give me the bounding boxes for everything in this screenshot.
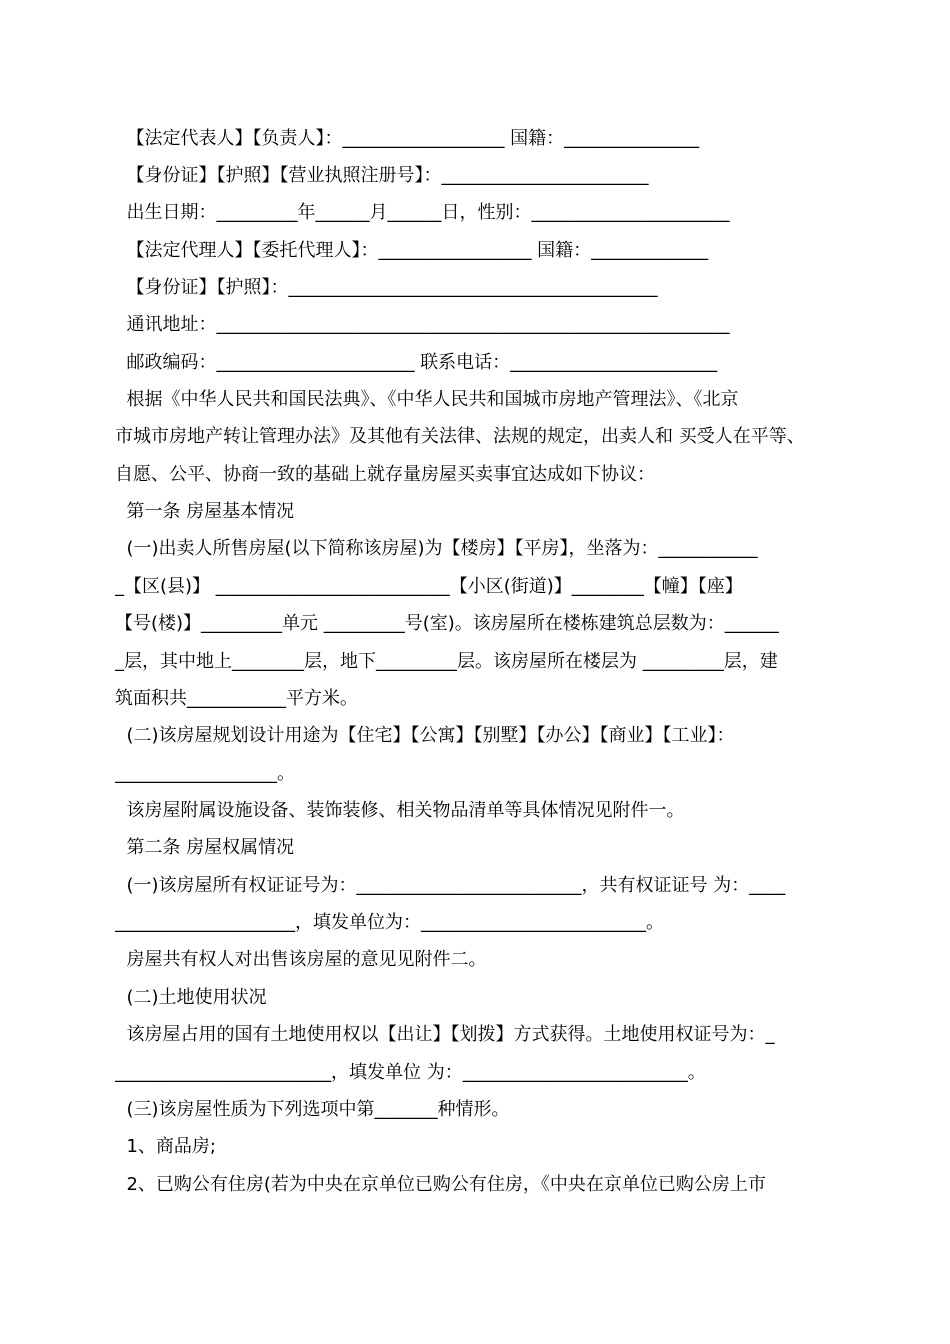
article-2-heading: 第二条 房屋权属情况: [115, 837, 295, 858]
option-2-line: 2、已购公有住房(若为中央在京单位已购公有住房，《中央在京单位已购公房上市: [115, 1174, 766, 1195]
legal-agent-line: 【法定代理人】【委托代理人】：_________________ 国籍：_____________: [115, 240, 709, 261]
article-1-para-2-line-2: __________________。: [115, 763, 295, 784]
postcode-phone-line: 邮政编码：______________________ 联系电话：_______________________: [115, 352, 718, 373]
co-owner-note: 房屋共有权人对出售该房屋的意见见附件二。: [115, 949, 487, 970]
address-line: 通讯地址：_________________________________________________________: [115, 314, 730, 335]
article-1-para-1-line-2: _【区(县)】 __________________________【小区(街道)】________【幢】【座】: [115, 576, 743, 597]
ownership-certificate-line-2: ____________________，填发单位为：_________________________。: [115, 912, 664, 933]
land-use-line-2: ________________________，填发单位 为：_________________________。: [115, 1062, 706, 1083]
article-1-para-1-line-3: 【号(楼)】_________单元 _________号(室)。该房屋所在楼栋建筑总层数为：______: [115, 613, 779, 634]
legal-representative-line: 【法定代表人】【负责人】：__________________ 国籍：_______________: [115, 128, 700, 149]
preamble-line-2: 市城市房地产转让管理办法》及其他有关法律、法规的规定，出卖人和 买受人在平等、: [115, 426, 805, 447]
land-use-heading: (二)土地使用状况: [115, 987, 267, 1008]
article-1-para-1-line-1: (一)出卖人所售房屋(以下简称该房屋)为【楼房】【平房】，坐落为：___________: [115, 538, 758, 559]
article-1-heading: 第一条 房屋基本情况: [115, 501, 295, 522]
ownership-certificate-line-1: (一)该房屋所有权证证号为：_________________________，共有权证证号 为：____: [115, 875, 786, 896]
article-1-para-1-line-5: 筑面积共___________平方米。: [115, 688, 358, 709]
attachment-1-note: 该房屋附属设施设备、装饰装修、相关物品清单等具体情况见附件一。: [115, 800, 685, 821]
article-1-para-2-line-1: (二)该房屋规划设计用途为【住宅】【公寓】【别墅】【办公】【商业】【工业】：: [115, 725, 735, 746]
option-1-line: 1、商品房;: [115, 1136, 216, 1157]
land-use-line-1: 该房屋占用的国有土地使用权以【出让】【划拨】方式获得。土地使用权证号为：_: [115, 1024, 775, 1045]
agent-id-passport-line: 【身份证】【护照】：_________________________________________: [115, 277, 658, 298]
property-nature-line: (三)该房屋性质为下列选项中第_______种情形。: [115, 1099, 510, 1120]
preamble-line-1: 根据《中华人民共和国民法典》、《中华人民共和国城市房地产管理法》、《北京: [115, 389, 739, 410]
birth-date-gender-line: 出生日期：_________年______月______日，性别：______________________: [115, 202, 730, 223]
article-1-para-1-line-4: _层，其中地上________层，地下_________层。该房屋所在楼层为 _________层，建: [115, 651, 778, 672]
preamble-line-3: 自愿、公平、协商一致的基础上就存量房屋买卖事宜达成如下协议：: [115, 464, 655, 485]
id-passport-license-line: 【身份证】【护照】【营业执照注册号】：_______________________: [115, 165, 649, 186]
